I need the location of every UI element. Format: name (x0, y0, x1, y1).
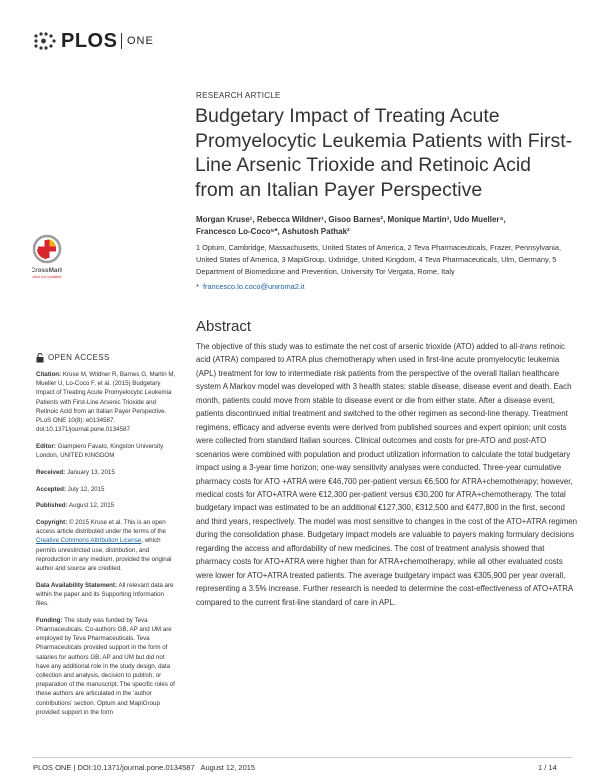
crossmark-sublabel: click for updates (32, 274, 62, 279)
article-sidebar (36, 353, 176, 725)
received-label: Received: (36, 468, 66, 476)
corresponding-email (196, 282, 305, 291)
plos-brand: PLOS (61, 30, 118, 52)
crossmark-badge[interactable] (32, 234, 62, 282)
open-access-badge (36, 353, 176, 363)
page-number: 1 / 14 (538, 763, 557, 772)
copyright (36, 518, 176, 573)
plos-dots-icon (33, 32, 59, 50)
accepted-text: July 12, 2015 (67, 485, 105, 493)
funding (36, 616, 176, 717)
citation (36, 370, 176, 434)
published-date (36, 501, 176, 510)
accepted-label: Accepted: (36, 485, 66, 493)
open-lock-icon (36, 353, 44, 363)
accepted-date (36, 485, 176, 494)
abstract-text-start: The objective of this study was to estimate the net cost of arsenic trioxide (ATO) added to all- (196, 342, 520, 351)
author-list (196, 214, 576, 238)
published-text: August 12, 2015 (69, 502, 115, 510)
editor-text: Giampiero Favato, Kingston University London, UNITED KINGDOM (36, 442, 164, 460)
logo-separator (121, 33, 122, 49)
copyright-label: Copyright: (36, 518, 68, 526)
data-availability-label: Data Availability Statement: (36, 581, 118, 589)
editor (36, 442, 176, 460)
copyright-text-2: , which permits unrestricted use, distribution, and reproduction in any medium, provided the original author and source are credited. (36, 537, 172, 572)
footer-divider (32, 757, 572, 758)
footer-citation: PLOS ONE | DOI:10.1371/journal.pone.0134587 August 12, 2015 (33, 763, 256, 772)
received-date (36, 468, 176, 477)
crossmark-icon (32, 234, 62, 282)
journal-name: ONE (127, 35, 154, 47)
funding-text: The study was funded by Teva Pharmaceuticals. Co-authors GB, AP and UM are employed by Teva Pharmaceuticals. Teva Pharmaceuticals provided support in the form of salaries for authors GB, AP and UM but did not have any additional role in the study design, data collection and analysis, decision to publish, or preparation of the manuscript. The specific roles of these authors are articulated in the ‘author contributions’ section. Optum and MapiGroup provided support in the form (36, 616, 175, 716)
authors-line-2: Francesco Lo-Coco⁵*, Ashutosh Pathak² (196, 227, 350, 236)
editor-label: Editor: (36, 442, 56, 450)
published-label: Published: (36, 502, 68, 510)
crossmark-label: CrossMark (32, 267, 62, 274)
open-access-label: OPEN ACCESS (48, 353, 110, 363)
article-title: Budgetary Impact of Treating Acute Promyelocytic Leukemia Patients with First-Line Arsenic Trioxide and Retinoic Acid from an Italian Payer Perspective (195, 105, 573, 201)
license-link[interactable]: Creative Commons Attribution License (36, 537, 142, 545)
article-type: RESEARCH ARTICLE (196, 91, 281, 100)
funding-label: Funding: (36, 616, 63, 624)
received-text: January 13, 2015 (66, 468, 115, 476)
citation-text: Kruse M, Wildner R, Barnes G, Martin M, Mueller U, Lo-Coco F, et al. (2015) Budgetary Impact of Treating Acute Promyelocytic Leukemia Patients with First-Line Arsenic Trioxide and Retinoic Acid from an Italian Payer Perspective. PLoS ONE 10(8): e0134587. doi:10.1371/journal.pone.0134587 (36, 371, 176, 434)
affiliations: 1 Optum, Cambridge, Massachusetts, United States of America, 2 Teva Pharmaceuticals, Frazer, Pennsylvania, United States of America, 3 MapiGroup, Uxbridge, United Kingdom, 4 Teva Pharmaceuticals, Ulm, Germany, 5 Department of Biomedicine and Prevention, University Tor Vergata, Rome, Italy (196, 243, 562, 276)
data-availability-text: All relevant data are within the paper and its Supporting Information files. (36, 581, 174, 608)
abstract-heading: Abstract (196, 318, 252, 335)
abstract-text-rest: retinoic acid (ATRA) compared to ATRA plus chemotherapy when used in first-line acute promyelocytic leukemia (APL) treatment for low to intermediate risk patients from the perspective of the overall Italian healthcare system A Markov model was developed with 3 health states: stable disease, disease event and death. Each month, patients could move from stable to disease event or die from either state. After a disease event, patients discontinued initial treatment and switched to the other regimen as second-line therapy. Treatment regimens, efficacy and adverse events were derived from published sources and expert opinion; unit costs were collected from standard Italian sources. Clinical outcomes and costs for pre-ATO and post-ATO scenarios were combined with population and product utilization information to calculate the total budgetary impact using a 3-year time horizon; one-way sensitivity analyses were conducted. Three-year cumulative pharmacy costs for ATO +ATRA were €46,700 per-patient versus €6,500 for ATRA+chemotherapy; however, medical costs for ATO+ATRA were €12,300 per-patient versus €30,200 for ATRA+chemotherapy. The total budgetary impact was estimated to be an additional €127,300, €312,500 and €477,800 in the first, second and third years, respectively. The model was most sensitive to changes in the cost of the ATO+ATRA regimen during the consolidation phase. Budgetary impact models are valuable to payers making formulary decisions regarding the access and affordability of new medicines. The cost of treatment analysis showed that pharmacy costs for ATO+ATRA were higher than for ATRA+chemotherapy, while all other evaluated costs were lower for ATO+ATRA treated patients. The average budgetary impact was €305,900 per year overall, representing a 3.5% increase. Further research is needed to determine the cost-effectiveness of ATO+ATRA compared to the current first-line standard of care in APL. (196, 342, 578, 607)
email-link[interactable]: francesco.lo.coco@uniroma2.it (203, 282, 305, 291)
data-availability (36, 581, 176, 609)
citation-label: Citation: (36, 371, 62, 378)
abstract-italic-trans: trans (519, 342, 538, 351)
corresponding-marker: * (196, 282, 199, 291)
copyright-text-1: © 2015 Kruse et al. This is an open access article distributed under the terms of the (36, 518, 167, 536)
authors-line-1: Morgan Kruse¹, Rebecca Wildner¹, Gisoo Barnes², Monique Martin³, Udo Mueller⁴, (196, 215, 506, 224)
abstract-body (196, 340, 578, 609)
plos-one-logo (33, 30, 153, 54)
